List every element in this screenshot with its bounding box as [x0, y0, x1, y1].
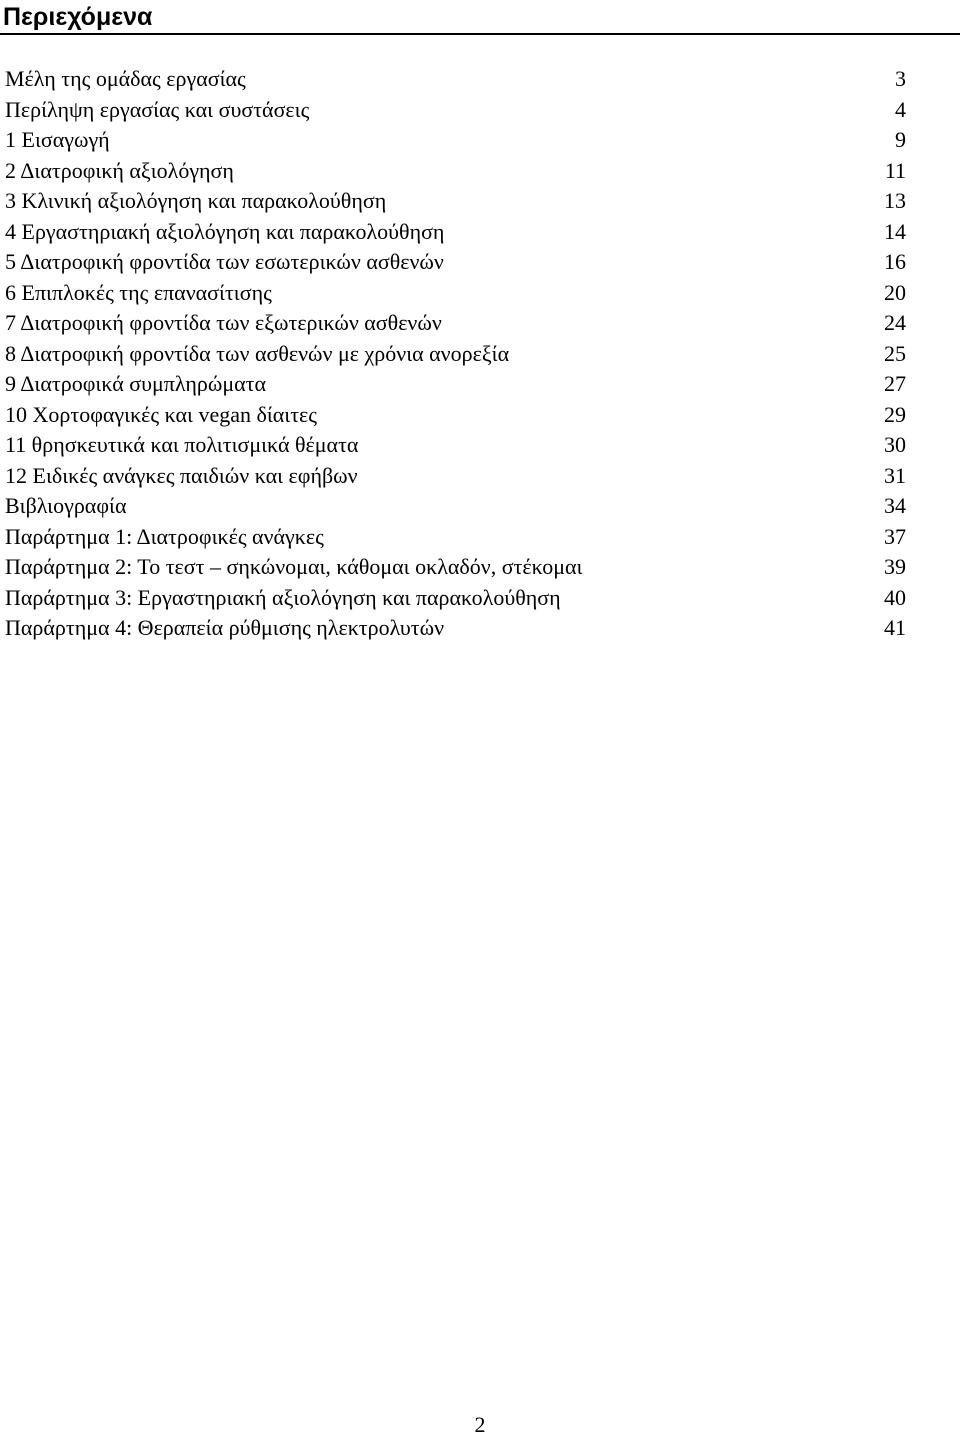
toc-entry[interactable]	[5, 95, 906, 126]
toc-entry[interactable]	[5, 125, 906, 156]
table-of-contents	[5, 64, 906, 644]
toc-entry-page: 11	[884, 157, 906, 183]
page-title: Περιεχόμενα	[3, 3, 153, 31]
toc-entry-title: 3 Κλινική αξιολόγηση και παρακολούθηση	[5, 188, 387, 213]
page-number: 2	[474, 1412, 486, 1437]
toc-entry[interactable]	[5, 308, 906, 339]
toc-entry-title: 9 Διατροφικά συμπληρώματα	[5, 371, 267, 396]
toc-entry[interactable]	[5, 247, 906, 278]
toc-entry-title: 7 Διατροφική φροντίδα των εξωτερικών ασθενών	[5, 310, 442, 335]
toc-entry-page: 3	[895, 66, 906, 91]
toc-entry-page: 20	[884, 279, 906, 305]
toc-entry-page: 40	[884, 584, 906, 610]
toc-entry-title: 12 Ειδικές ανάγκες παιδιών και εφήβων	[5, 462, 358, 488]
toc-entry[interactable]	[5, 491, 906, 522]
toc-entry-title: Παράρτημα 1: Διατροφικές ανάγκες	[5, 523, 324, 549]
toc-entry[interactable]	[5, 552, 906, 583]
toc-entry-title: 11 θρησκευτικά και πολιτισμικά θέματα	[5, 432, 359, 457]
toc-entry-page: 14	[884, 218, 906, 244]
toc-entry-title: 1 Εισαγωγή	[5, 127, 110, 152]
toc-entry-page: 29	[884, 401, 906, 427]
toc-entry[interactable]	[5, 186, 906, 217]
toc-entry[interactable]	[5, 64, 906, 95]
toc-entry[interactable]	[5, 400, 906, 431]
toc-entry-page: 39	[884, 554, 906, 579]
toc-entry[interactable]	[5, 430, 906, 461]
toc-entry-title: Παράρτημα 3: Εργαστηριακή αξιολόγηση και παρακολούθηση	[5, 584, 561, 610]
toc-entry[interactable]	[5, 583, 906, 614]
toc-entry-title: 2 Διατροφική αξιολόγηση	[5, 157, 234, 183]
toc-entry-page: 24	[884, 310, 906, 335]
toc-entry-title: Παράρτημα 4: Θεραπεία ρύθμισης ηλεκτρολυτών	[5, 615, 445, 640]
toc-entry[interactable]	[5, 278, 906, 309]
toc-entry-title: 4 Εργαστηριακή αξιολόγηση και παρακολούθηση	[5, 218, 445, 244]
toc-entry[interactable]	[5, 369, 906, 400]
toc-entry[interactable]	[5, 613, 906, 644]
toc-entry-title: Μέλη της ομάδας εργασίας	[5, 66, 246, 91]
toc-entry-title: 8 Διατροφική φροντίδα των ασθενών με χρόνια ανορεξία	[5, 340, 510, 366]
title-divider	[0, 33, 960, 35]
toc-entry-page: 16	[884, 249, 906, 274]
toc-entry-page: 30	[884, 432, 906, 457]
toc-entry-page: 25	[884, 340, 906, 366]
toc-entry-title: Περίληψη εργασίας και συστάσεις	[5, 96, 310, 122]
toc-entry-title: 6 Επιπλοκές της επανασίτισης	[5, 279, 272, 305]
toc-entry-page: 27	[884, 371, 906, 396]
toc-entry[interactable]	[5, 217, 906, 248]
toc-entry-page: 31	[884, 462, 906, 488]
toc-entry-title: 5 Διατροφική φροντίδα των εσωτερικών ασθενών	[5, 249, 444, 274]
toc-entry-page: 34	[884, 493, 906, 518]
toc-entry[interactable]	[5, 339, 906, 370]
toc-entry[interactable]	[5, 461, 906, 492]
toc-entry-page: 13	[884, 188, 906, 213]
toc-entry-page: 9	[895, 127, 906, 152]
toc-entry[interactable]	[5, 156, 906, 187]
toc-entry-title: Βιβλιογραφία	[5, 493, 127, 518]
toc-entry-page: 4	[895, 96, 906, 122]
toc-entry-page: 41	[884, 615, 906, 640]
toc-entry[interactable]	[5, 522, 906, 553]
toc-entry-title: Παράρτημα 2: Το τεστ – σηκώνομαι, κάθομαι οκλαδόν, στέκομαι	[5, 554, 583, 579]
toc-entry-title: 10 Χορτοφαγικές και vegan δίαιτες	[5, 401, 317, 427]
toc-entry-page: 37	[884, 523, 906, 549]
